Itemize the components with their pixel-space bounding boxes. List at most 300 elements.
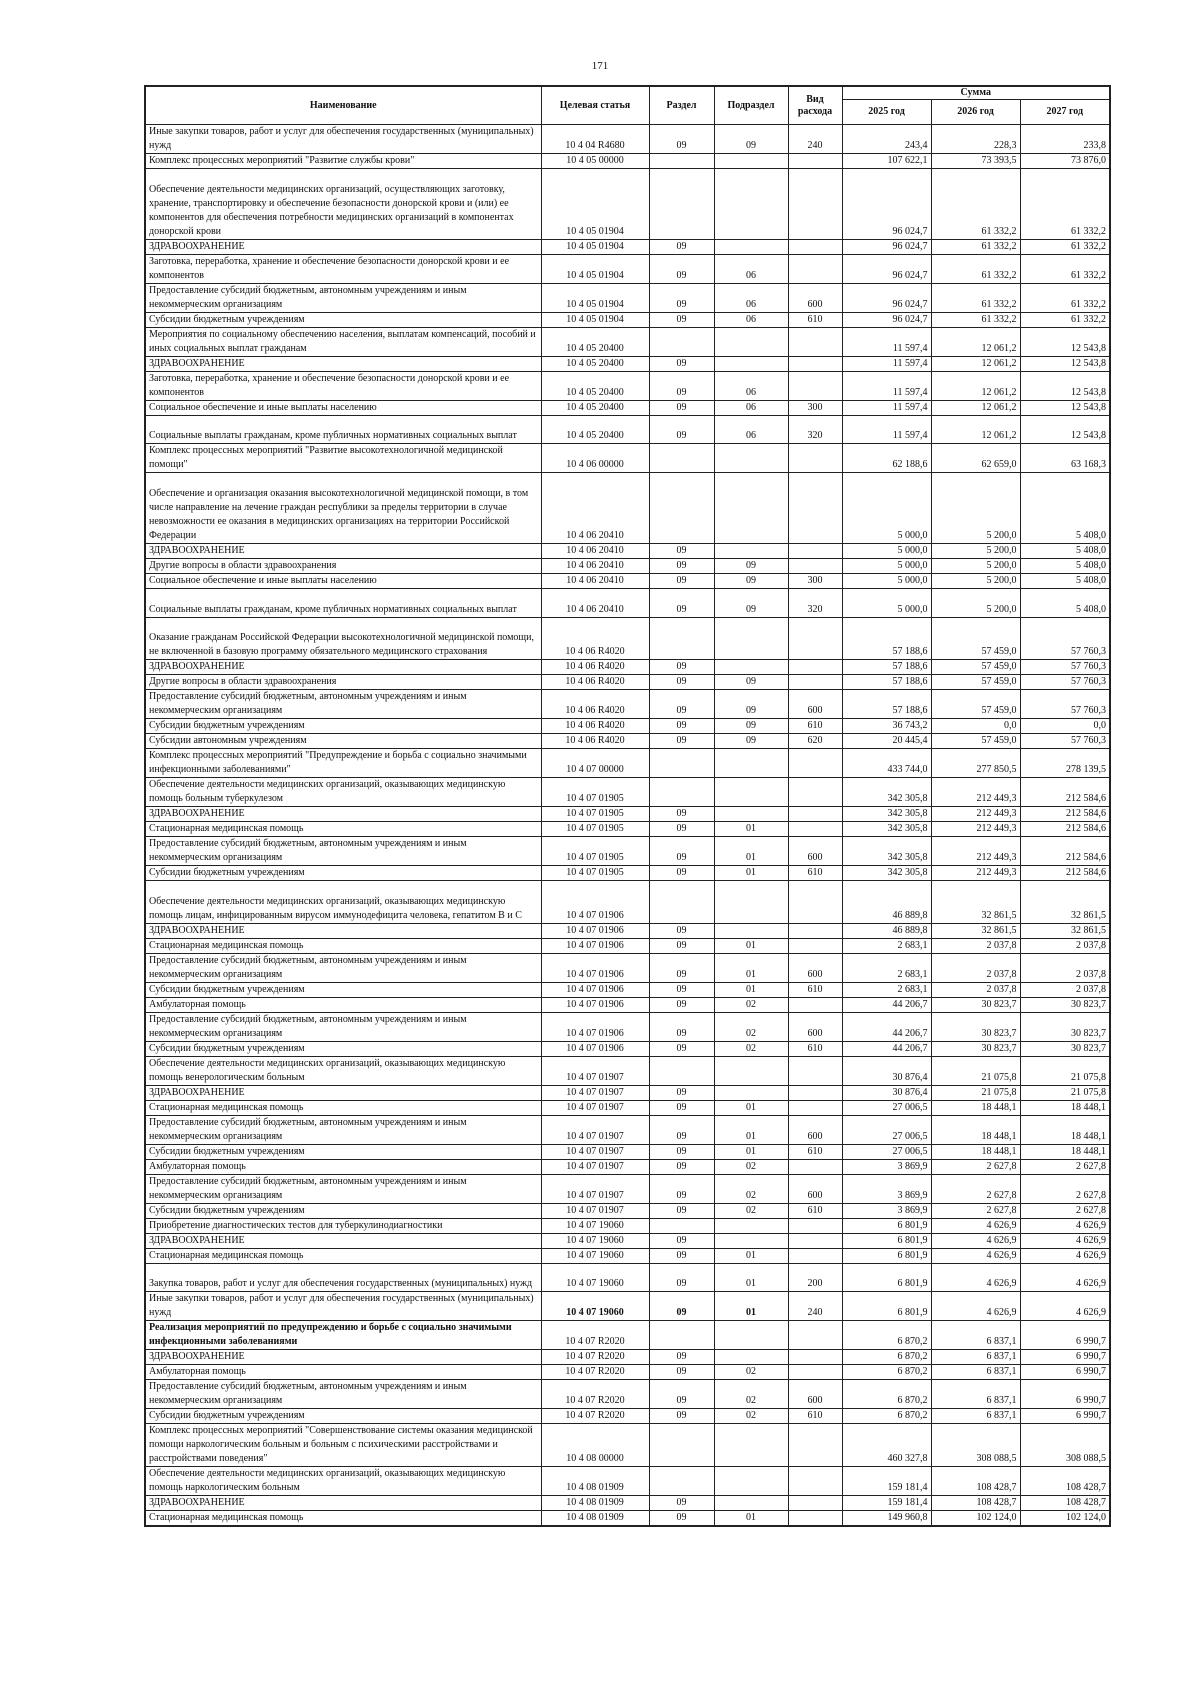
cell-subsection [714, 1218, 788, 1233]
table-row [145, 749, 1110, 778]
cell-subsection [714, 923, 788, 938]
cell-2026: 5 200,0 [931, 559, 1020, 574]
cell-vid [788, 1365, 842, 1380]
cell-2025: 62 188,6 [842, 444, 931, 473]
cell-2025: 11 597,4 [842, 416, 931, 444]
cell-name: Предоставление субсидий бюджетным, автономным учреждениям и иным некоммерческим организациям [145, 1012, 541, 1041]
cell-2026: 30 823,7 [931, 997, 1020, 1012]
cell-2027: 2 037,8 [1020, 982, 1110, 997]
table-row [145, 807, 1110, 822]
cell-target: 10 4 07 01907 [541, 1144, 649, 1159]
cell-name: Другие вопросы в области здравоохранения [145, 559, 541, 574]
cell-vid: 200 [788, 1263, 842, 1291]
cell-vid [788, 240, 842, 255]
cell-2025: 342 305,8 [842, 822, 931, 837]
cell-target: 10 4 07 19060 [541, 1248, 649, 1263]
cell-name: Субсидии бюджетным учреждениям [145, 1144, 541, 1159]
cell-vid [788, 1100, 842, 1115]
cell-2025: 6 801,9 [842, 1292, 931, 1321]
header-sum: Сумма [842, 86, 1110, 100]
cell-2026: 18 448,1 [931, 1144, 1020, 1159]
cell-2026: 21 075,8 [931, 1085, 1020, 1100]
cell-target: 10 4 07 19060 [541, 1233, 649, 1248]
cell-subsection: 09 [714, 719, 788, 734]
cell-2026: 4 626,9 [931, 1218, 1020, 1233]
cell-target: 10 4 07 R2020 [541, 1350, 649, 1365]
cell-section: 09 [649, 1496, 714, 1511]
cell-2026: 2 037,8 [931, 953, 1020, 982]
table-row [145, 866, 1110, 881]
cell-target: 10 4 05 20400 [541, 416, 649, 444]
cell-2025: 5 000,0 [842, 559, 931, 574]
cell-subsection [714, 1496, 788, 1511]
header-2025: 2025 год [842, 100, 931, 125]
table-row [145, 1321, 1110, 1350]
table-row [145, 1041, 1110, 1056]
cell-vid [788, 997, 842, 1012]
cell-subsection: 01 [714, 1144, 788, 1159]
cell-name: Обеспечение деятельности медицинских организаций, оказывающих медицинскую помощь наркологическим больным [145, 1467, 541, 1496]
cell-2026: 18 448,1 [931, 1100, 1020, 1115]
cell-section: 09 [649, 357, 714, 372]
cell-2025: 5 000,0 [842, 574, 931, 589]
cell-2026: 5 200,0 [931, 589, 1020, 617]
cell-2025: 3 869,9 [842, 1203, 931, 1218]
cell-2027: 108 428,7 [1020, 1467, 1110, 1496]
cell-2027: 5 408,0 [1020, 574, 1110, 589]
cell-vid [788, 617, 842, 660]
cell-target: 10 4 05 20400 [541, 328, 649, 357]
cell-2026: 6 837,1 [931, 1350, 1020, 1365]
cell-vid [788, 1321, 842, 1350]
cell-target: 10 4 06 20410 [541, 589, 649, 617]
cell-section: 09 [649, 938, 714, 953]
cell-2025: 44 206,7 [842, 1012, 931, 1041]
cell-2027: 212 584,6 [1020, 778, 1110, 807]
cell-vid [788, 372, 842, 401]
table-row [145, 923, 1110, 938]
cell-2027: 63 168,3 [1020, 444, 1110, 473]
cell-2027: 73 876,0 [1020, 154, 1110, 169]
cell-2027: 61 332,2 [1020, 169, 1110, 240]
cell-subsection: 02 [714, 1174, 788, 1203]
cell-section: 09 [649, 923, 714, 938]
cell-target: 10 4 06 R4020 [541, 617, 649, 660]
cell-name: Комплекс процессных мероприятий "Предупреждение и борьба с социально значимыми инфекционными заболеваниями" [145, 749, 541, 778]
cell-name: Стационарная медицинская помощь [145, 938, 541, 953]
cell-2025: 36 743,2 [842, 719, 931, 734]
cell-2026: 212 449,3 [931, 837, 1020, 866]
table-row [145, 169, 1110, 240]
cell-subsection: 06 [714, 372, 788, 401]
cell-2025: 46 889,8 [842, 881, 931, 924]
cell-2027: 4 626,9 [1020, 1233, 1110, 1248]
cell-2026: 61 332,2 [931, 240, 1020, 255]
cell-section: 09 [649, 734, 714, 749]
cell-name: Стационарная медицинская помощь [145, 1248, 541, 1263]
cell-2025: 46 889,8 [842, 923, 931, 938]
cell-target: 10 4 07 01905 [541, 822, 649, 837]
cell-2027: 6 990,7 [1020, 1409, 1110, 1424]
cell-target: 10 4 06 R4020 [541, 660, 649, 675]
table-row [145, 660, 1110, 675]
cell-name: Социальные выплаты гражданам, кроме публичных нормативных социальных выплат [145, 416, 541, 444]
cell-vid [788, 1233, 842, 1248]
cell-2026: 57 459,0 [931, 660, 1020, 675]
cell-2027: 61 332,2 [1020, 284, 1110, 313]
table-row [145, 1511, 1110, 1527]
cell-section: 09 [649, 1144, 714, 1159]
cell-vid: 600 [788, 1174, 842, 1203]
cell-name: ЗДРАВООХРАНЕНИЕ [145, 544, 541, 559]
cell-2025: 57 188,6 [842, 617, 931, 660]
cell-2025: 6 870,2 [842, 1365, 931, 1380]
cell-section [649, 444, 714, 473]
cell-2025: 5 000,0 [842, 473, 931, 544]
cell-2027: 57 760,3 [1020, 660, 1110, 675]
cell-target: 10 4 07 00000 [541, 749, 649, 778]
table-row [145, 416, 1110, 444]
cell-vid: 600 [788, 1012, 842, 1041]
cell-2026: 30 823,7 [931, 1041, 1020, 1056]
cell-section: 09 [649, 284, 714, 313]
cell-section [649, 778, 714, 807]
cell-subsection [714, 473, 788, 544]
table-row [145, 938, 1110, 953]
cell-2027: 212 584,6 [1020, 837, 1110, 866]
cell-subsection: 02 [714, 1365, 788, 1380]
cell-subsection: 01 [714, 1115, 788, 1144]
cell-2025: 27 006,5 [842, 1100, 931, 1115]
header-section: Раздел [649, 86, 714, 125]
cell-name: ЗДРАВООХРАНЕНИЕ [145, 660, 541, 675]
cell-name: ЗДРАВООХРАНЕНИЕ [145, 357, 541, 372]
table-row [145, 1056, 1110, 1085]
cell-name: Закупка товаров, работ и услуг для обеспечения государственных (муниципальных) нужд [145, 1263, 541, 1291]
table-row [145, 1424, 1110, 1467]
cell-vid [788, 778, 842, 807]
cell-2025: 11 597,4 [842, 372, 931, 401]
cell-name: Стационарная медицинская помощь [145, 1511, 541, 1527]
cell-section: 09 [649, 719, 714, 734]
cell-name: ЗДРАВООХРАНЕНИЕ [145, 1496, 541, 1511]
table-row [145, 617, 1110, 660]
cell-subsection: 09 [714, 574, 788, 589]
cell-subsection: 09 [714, 559, 788, 574]
cell-2025: 57 188,6 [842, 660, 931, 675]
cell-2027: 4 626,9 [1020, 1248, 1110, 1263]
cell-section [649, 154, 714, 169]
cell-section: 09 [649, 1292, 714, 1321]
cell-subsection [714, 544, 788, 559]
cell-subsection: 01 [714, 1100, 788, 1115]
cell-vid [788, 255, 842, 284]
cell-vid: 300 [788, 574, 842, 589]
cell-target: 10 4 07 01905 [541, 807, 649, 822]
cell-2026: 57 459,0 [931, 690, 1020, 719]
cell-subsection [714, 444, 788, 473]
cell-section: 09 [649, 866, 714, 881]
cell-2027: 2 627,8 [1020, 1203, 1110, 1218]
cell-2027: 212 584,6 [1020, 822, 1110, 837]
cell-name: Иные закупки товаров, работ и услуг для обеспечения государственных (муниципальных) нужд [145, 1292, 541, 1321]
cell-target: 10 4 06 00000 [541, 444, 649, 473]
cell-2027: 2 037,8 [1020, 938, 1110, 953]
cell-subsection: 01 [714, 822, 788, 837]
cell-target: 10 4 07 01907 [541, 1056, 649, 1085]
cell-subsection [714, 617, 788, 660]
cell-vid: 610 [788, 1203, 842, 1218]
table-row [145, 1115, 1110, 1144]
cell-section: 09 [649, 1159, 714, 1174]
cell-vid: 610 [788, 866, 842, 881]
cell-2025: 11 597,4 [842, 357, 931, 372]
cell-2027: 30 823,7 [1020, 997, 1110, 1012]
cell-target: 10 4 06 20410 [541, 544, 649, 559]
cell-2025: 6 870,2 [842, 1409, 931, 1424]
cell-target: 10 4 07 R2020 [541, 1321, 649, 1350]
cell-subsection: 01 [714, 837, 788, 866]
cell-2027: 61 332,2 [1020, 313, 1110, 328]
cell-2026: 6 837,1 [931, 1321, 1020, 1350]
cell-2025: 6 801,9 [842, 1263, 931, 1291]
cell-2026: 2 627,8 [931, 1203, 1020, 1218]
cell-2025: 11 597,4 [842, 401, 931, 416]
cell-2025: 342 305,8 [842, 807, 931, 822]
cell-2026: 5 200,0 [931, 574, 1020, 589]
cell-target: 10 4 06 R4020 [541, 675, 649, 690]
cell-name: ЗДРАВООХРАНЕНИЕ [145, 923, 541, 938]
cell-vid [788, 473, 842, 544]
cell-name: Субсидии бюджетным учреждениям [145, 982, 541, 997]
cell-subsection: 01 [714, 866, 788, 881]
cell-section: 09 [649, 1115, 714, 1144]
cell-2027: 6 990,7 [1020, 1321, 1110, 1350]
cell-vid: 300 [788, 401, 842, 416]
table-row [145, 444, 1110, 473]
cell-target: 10 4 08 01909 [541, 1467, 649, 1496]
table-row [145, 1159, 1110, 1174]
table-row [145, 328, 1110, 357]
cell-subsection [714, 881, 788, 924]
cell-target: 10 4 06 R4020 [541, 690, 649, 719]
table-row [145, 401, 1110, 416]
cell-target: 10 4 06 R4020 [541, 719, 649, 734]
table-row [145, 881, 1110, 924]
cell-subsection: 02 [714, 1159, 788, 1174]
cell-subsection: 01 [714, 982, 788, 997]
cell-section [649, 1424, 714, 1467]
cell-target: 10 4 05 01904 [541, 313, 649, 328]
cell-subsection: 01 [714, 938, 788, 953]
cell-2026: 32 861,5 [931, 923, 1020, 938]
cell-name: Предоставление субсидий бюджетным, автономным учреждениям и иным некоммерческим организациям [145, 1174, 541, 1203]
cell-name: Комплекс процессных мероприятий "Развитие службы крови" [145, 154, 541, 169]
cell-section: 09 [649, 313, 714, 328]
cell-2027: 57 760,3 [1020, 734, 1110, 749]
cell-target: 10 4 07 R2020 [541, 1365, 649, 1380]
cell-2025: 96 024,7 [842, 313, 931, 328]
table-body [145, 125, 1110, 1527]
cell-vid [788, 1218, 842, 1233]
cell-2025: 6 801,9 [842, 1233, 931, 1248]
cell-2027: 61 332,2 [1020, 255, 1110, 284]
cell-subsection: 02 [714, 1041, 788, 1056]
cell-vid [788, 1424, 842, 1467]
table-row [145, 1174, 1110, 1203]
cell-target: 10 4 06 20410 [541, 574, 649, 589]
cell-vid [788, 1467, 842, 1496]
cell-target: 10 4 06 20410 [541, 559, 649, 574]
cell-2025: 44 206,7 [842, 1041, 931, 1056]
cell-name: Приобретение диагностических тестов для туберкулинодиагностики [145, 1218, 541, 1233]
cell-subsection [714, 1350, 788, 1365]
cell-2025: 57 188,6 [842, 690, 931, 719]
cell-subsection [714, 1085, 788, 1100]
table-row [145, 1467, 1110, 1496]
cell-target: 10 4 05 20400 [541, 401, 649, 416]
cell-2025: 342 305,8 [842, 837, 931, 866]
cell-section: 09 [649, 822, 714, 837]
cell-2027: 21 075,8 [1020, 1056, 1110, 1085]
cell-vid: 610 [788, 719, 842, 734]
cell-2026: 62 659,0 [931, 444, 1020, 473]
cell-subsection: 02 [714, 997, 788, 1012]
table-row [145, 357, 1110, 372]
cell-target: 10 4 06 20410 [541, 473, 649, 544]
cell-2025: 6 870,2 [842, 1321, 931, 1350]
cell-2025: 96 024,7 [842, 169, 931, 240]
cell-section [649, 328, 714, 357]
cell-name: Субсидии бюджетным учреждениям [145, 313, 541, 328]
cell-2027: 18 448,1 [1020, 1100, 1110, 1115]
cell-subsection: 09 [714, 675, 788, 690]
cell-subsection: 09 [714, 690, 788, 719]
cell-subsection [714, 240, 788, 255]
table-row [145, 690, 1110, 719]
cell-name: Амбулаторная помощь [145, 997, 541, 1012]
cell-2025: 3 869,9 [842, 1159, 931, 1174]
cell-subsection: 01 [714, 1511, 788, 1527]
cell-2027: 12 543,8 [1020, 328, 1110, 357]
cell-2027: 57 760,3 [1020, 617, 1110, 660]
cell-subsection [714, 778, 788, 807]
cell-vid: 320 [788, 589, 842, 617]
cell-2026: 73 393,5 [931, 154, 1020, 169]
cell-vid: 600 [788, 1380, 842, 1409]
cell-2025: 30 876,4 [842, 1056, 931, 1085]
cell-2026: 108 428,7 [931, 1467, 1020, 1496]
cell-name: Заготовка, переработка, хранение и обеспечение безопасности донорской крови и ее компонентов [145, 255, 541, 284]
cell-2026: 2 627,8 [931, 1159, 1020, 1174]
cell-vid: 600 [788, 284, 842, 313]
cell-2027: 12 543,8 [1020, 401, 1110, 416]
cell-subsection [714, 357, 788, 372]
cell-name: Комплекс процессных мероприятий "Совершенствование системы оказания медицинской помощи наркологическим больным и больным с психическими расстройствами и расстройствами поведения" [145, 1424, 541, 1467]
cell-2026: 30 823,7 [931, 1012, 1020, 1041]
cell-2027: 4 626,9 [1020, 1218, 1110, 1233]
cell-target: 10 4 07 01907 [541, 1085, 649, 1100]
cell-section: 09 [649, 953, 714, 982]
cell-2025: 96 024,7 [842, 284, 931, 313]
table-row [145, 1292, 1110, 1321]
cell-2027: 108 428,7 [1020, 1496, 1110, 1511]
cell-vid [788, 923, 842, 938]
cell-2027: 212 584,6 [1020, 866, 1110, 881]
cell-name: Предоставление субсидий бюджетным, автономным учреждениям и иным некоммерческим организациям [145, 1115, 541, 1144]
cell-vid [788, 938, 842, 953]
cell-name: Предоставление субсидий бюджетным, автономным учреждениям и иным некоммерческим организациям [145, 690, 541, 719]
cell-vid: 320 [788, 416, 842, 444]
cell-subsection: 06 [714, 401, 788, 416]
cell-name: ЗДРАВООХРАНЕНИЕ [145, 1233, 541, 1248]
cell-vid [788, 154, 842, 169]
cell-name: Субсидии автономным учреждениям [145, 734, 541, 749]
cell-section [649, 1321, 714, 1350]
cell-2026: 212 449,3 [931, 866, 1020, 881]
cell-section: 09 [649, 240, 714, 255]
cell-target: 10 4 05 01904 [541, 255, 649, 284]
header-vid: Вид расхода [788, 86, 842, 125]
cell-section [649, 617, 714, 660]
cell-vid: 610 [788, 313, 842, 328]
cell-section: 09 [649, 1248, 714, 1263]
cell-vid [788, 357, 842, 372]
cell-2026: 61 332,2 [931, 255, 1020, 284]
cell-name: Предоставление субсидий бюджетным, автономным учреждениям и иным некоммерческим организациям [145, 953, 541, 982]
table-row [145, 1100, 1110, 1115]
cell-vid [788, 1085, 842, 1100]
table-row [145, 982, 1110, 997]
cell-vid: 610 [788, 982, 842, 997]
cell-2027: 61 332,2 [1020, 240, 1110, 255]
cell-target: 10 4 05 00000 [541, 154, 649, 169]
cell-2027: 5 408,0 [1020, 559, 1110, 574]
cell-2026: 61 332,2 [931, 313, 1020, 328]
header-2027: 2027 год [1020, 100, 1110, 125]
cell-2027: 308 088,5 [1020, 1424, 1110, 1467]
cell-2025: 2 683,1 [842, 938, 931, 953]
cell-subsection [714, 749, 788, 778]
cell-target: 10 4 04 R4680 [541, 125, 649, 154]
header-target: Целевая статья [541, 86, 649, 125]
table-row [145, 125, 1110, 154]
cell-2026: 4 626,9 [931, 1292, 1020, 1321]
cell-target: 10 4 07 01905 [541, 837, 649, 866]
cell-target: 10 4 07 R2020 [541, 1409, 649, 1424]
cell-2027: 0,0 [1020, 719, 1110, 734]
cell-2027: 102 124,0 [1020, 1511, 1110, 1527]
cell-2026: 61 332,2 [931, 284, 1020, 313]
cell-vid: 600 [788, 690, 842, 719]
cell-2026: 4 626,9 [931, 1233, 1020, 1248]
cell-2025: 11 597,4 [842, 328, 931, 357]
cell-section: 09 [649, 1203, 714, 1218]
cell-2027: 12 543,8 [1020, 372, 1110, 401]
cell-2026: 4 626,9 [931, 1263, 1020, 1291]
cell-vid [788, 1511, 842, 1527]
cell-2026: 5 200,0 [931, 544, 1020, 559]
table-row [145, 734, 1110, 749]
table-row [145, 1496, 1110, 1511]
cell-subsection [714, 1321, 788, 1350]
cell-section: 09 [649, 544, 714, 559]
cell-target: 10 4 07 01906 [541, 938, 649, 953]
cell-2027: 32 861,5 [1020, 923, 1110, 938]
cell-vid: 610 [788, 1041, 842, 1056]
cell-vid [788, 169, 842, 240]
cell-2025: 6 870,2 [842, 1380, 931, 1409]
